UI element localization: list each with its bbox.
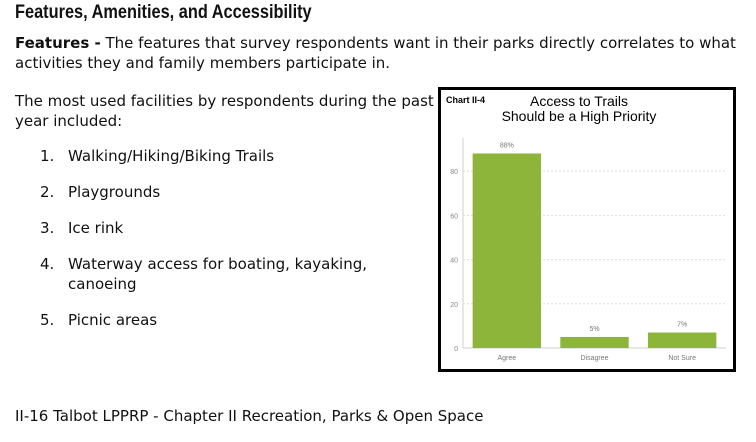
y-tick-label: 60	[450, 213, 458, 221]
bar-disagree	[560, 337, 628, 348]
bar-not-sure	[648, 333, 716, 348]
facilities-list	[40, 146, 430, 346]
list-item	[40, 146, 430, 166]
list-item-number: 3.	[40, 219, 55, 237]
features-text: The features that survey respondents want in their parks directly correlates to what activities they and family members participate in.	[15, 34, 736, 72]
features-paragraph	[15, 33, 740, 73]
features-term: Features -	[15, 34, 101, 52]
chart-label: Chart II-4	[446, 95, 486, 105]
section-title: Features, Amenities, and Accessibility	[15, 2, 312, 23]
bar-agree	[473, 153, 541, 348]
data-label: 5%	[589, 325, 600, 333]
list-item-number: 4.	[40, 255, 55, 273]
x-tick-label: Disagree	[580, 355, 609, 362]
data-label: 88%	[499, 142, 514, 150]
chart-title-line-2: Should be a High Priority	[501, 108, 657, 124]
chart-canvas	[441, 90, 733, 369]
x-tick-label: Not Sure	[668, 355, 696, 362]
y-tick-label: 80	[450, 169, 458, 177]
list-item-label: Playgrounds	[68, 183, 161, 201]
list-item-label: Ice rink	[68, 219, 124, 237]
y-tick-label: 40	[450, 257, 458, 265]
data-label: 7%	[677, 321, 688, 329]
list-item-number: 5.	[40, 311, 55, 329]
list-item-number: 2.	[40, 183, 55, 201]
facilities-lead: The most used facilities by respondents during the past year included:	[15, 92, 434, 130]
chart-title-line-1: Access to Trails	[529, 93, 629, 109]
list-item-label: Walking/Hiking/Biking Trails	[68, 147, 275, 165]
list-item-number: 1.	[40, 147, 55, 165]
list-item-label: Waterway access for boating, kayaking, canoeing	[68, 255, 367, 293]
list-item	[40, 182, 430, 202]
x-tick-label: Agree	[497, 355, 517, 362]
y-tick-label: 0	[454, 346, 458, 353]
list-item	[40, 310, 430, 330]
page-footer: II-16 Talbot LPPRP - Chapter II Recreation, Parks & Open Space	[15, 407, 484, 425]
list-item	[40, 218, 430, 238]
list-item	[40, 254, 430, 294]
y-tick-label: 20	[450, 301, 458, 309]
list-item-label: Picnic areas	[68, 311, 158, 329]
trails-priority-chart	[438, 87, 736, 372]
